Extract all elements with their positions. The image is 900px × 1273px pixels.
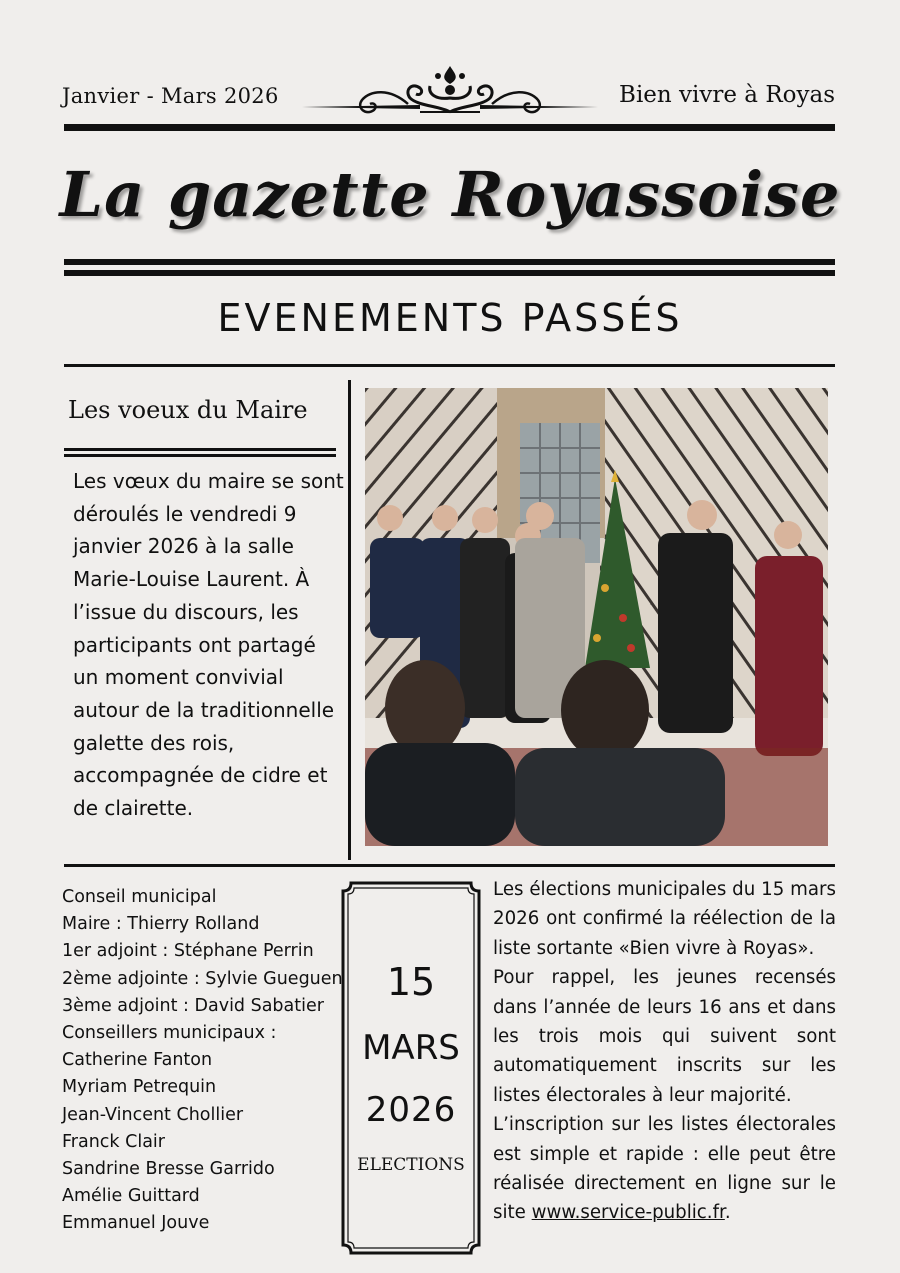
service-public-link[interactable]: www.service-public.fr: [531, 1202, 725, 1224]
council-line: Maire : Thierry Rolland: [62, 914, 260, 935]
elections-paragraph-2: Pour rappel, les jeunes recensés dans l’année de leurs 16 ans et dans les trois mois qui suivent sont automatiquement inscrits sur les listes électorales à leur majorité.: [493, 967, 836, 1106]
article-title-rule-top: [64, 448, 336, 451]
masthead-rule-top: [64, 259, 835, 265]
election-date-frame: [341, 881, 481, 1255]
ornament-flourish: [300, 60, 600, 120]
elections-paragraph-3-end: .: [724, 1202, 731, 1224]
elections-paragraph-1: Les élections municipales du 15 mars 2026 ont confirmé la réélection de la liste sortante «Bien vivre à Royas».: [493, 879, 836, 959]
elections-article: [493, 875, 836, 1228]
council-line: Franck Clair: [62, 1131, 165, 1152]
header-rule: [64, 124, 835, 131]
council-line: Emmanuel Jouve: [62, 1213, 210, 1234]
elections-paragraph-3: [493, 1110, 836, 1228]
council-list: [62, 884, 342, 1238]
article-column-divider: [348, 380, 351, 860]
election-year: 2026: [365, 1090, 457, 1130]
elections-paragraph-3-text: L’inscription sur les listes électorales est simple et rapide : elle peut être réalisée directement en ligne sur le site: [493, 1114, 836, 1224]
article-body: Les vœux du maire se sont déroulés le vendredi 9 janvier 2026 à la salle Marie-Louise Laurent. À l’issue du discours, les participants ont partagé un moment convivial autour de la traditionnelle galette des rois, accompagnée de cidre et de clairette.: [73, 469, 344, 821]
council-line: 2ème adjointe : Sylvie Gueguen: [62, 968, 343, 989]
lower-section-rule: [64, 864, 835, 867]
election-label: ELECTIONS: [357, 1155, 465, 1175]
ceremony-photo: [365, 388, 828, 846]
issue-period: Janvier - Mars 2026: [62, 84, 279, 108]
council-line: 3ème adjoint : David Sabatier: [62, 995, 324, 1016]
masthead-rule-bottom: [64, 270, 835, 276]
masthead-title: La gazette Royassoise: [59, 158, 841, 231]
council-line: Jean-Vincent Chollier: [62, 1104, 244, 1125]
election-month: MARS: [362, 1028, 460, 1068]
council-line: Amélie Guittard: [62, 1186, 200, 1207]
section-rule: [64, 364, 835, 367]
motto: Bien vivre à Royas: [619, 82, 835, 108]
council-line: Sandrine Bresse Garrido: [62, 1159, 275, 1180]
council-line: Conseil municipal: [62, 887, 217, 907]
council-line: 1er adjoint : Stéphane Perrin: [62, 941, 314, 962]
council-line: Catherine Fanton: [62, 1050, 213, 1071]
article-title-rule-bottom: [64, 454, 336, 457]
section-heading: EVENEMENTS PASSÉS: [217, 296, 683, 340]
article-title: Les voeux du Maire: [68, 396, 308, 424]
election-day: 15: [386, 960, 436, 1004]
council-line: Myriam Petrequin: [62, 1077, 217, 1098]
council-line: Conseillers municipaux :: [62, 1023, 277, 1044]
